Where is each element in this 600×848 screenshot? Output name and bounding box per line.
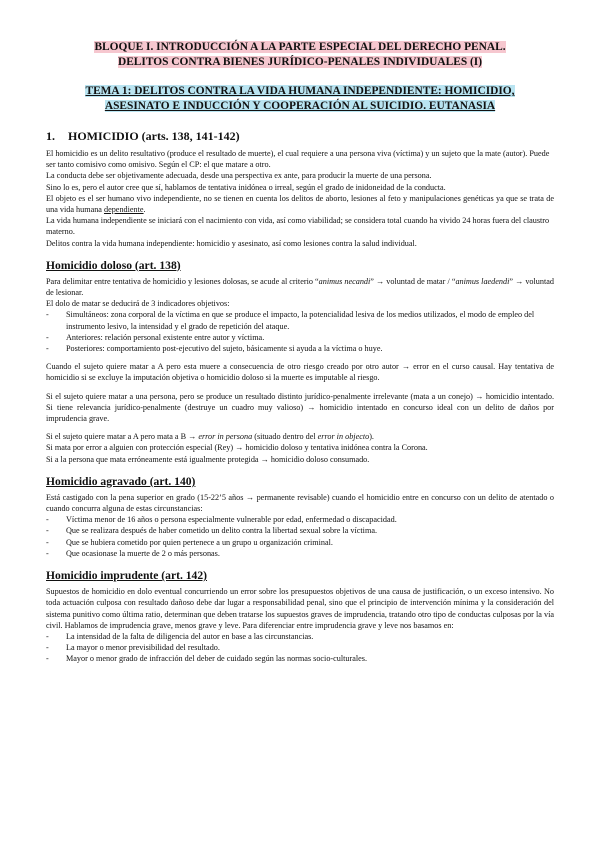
indicator-list (46, 309, 554, 354)
paragraph: Si a la persona que mata erróneamente está igualmente protegida → homicidio doloso consumado. (46, 454, 370, 464)
paragraph: La vida humana independiente se iniciará con el nacimiento con vida, así como viabilidad; se considera total cuando ha vivido 24 horas fuera del claustro materno. (46, 216, 550, 237)
list-item: - La mayor o menor previsibilidad del resultado. (66, 642, 554, 653)
section-heading-homicidio (46, 129, 554, 144)
list-item: - Que ocasionase la muerte de 2 o más personas. (66, 548, 554, 559)
tema-heading-line-1: TEMA 1: DELITOS CONTRA LA VIDA HUMANA INDEPENDIENTE: HOMICIDIO, (85, 85, 515, 97)
paragraph-text: El objeto es el ser humano vivo independiente, no se tienen en cuenta los delitos de aborto, lesiones al feto y manipulaciones genéticas ya que se trata de una vida humana (46, 193, 554, 215)
list-item: - Anteriores: relación personal existente entre autor y víctima. (66, 332, 554, 343)
paragraph: El objeto es el ser humano vivo independiente, no se tienen en cuenta los delitos de aborto, lesiones al feto y manipulaciones genéticas ya que se trata de una vida humana dependiente. (46, 193, 554, 215)
bloque-heading-line-2: DELITOS CONTRA BIENES JURÍDICO-PENALES INDIVIDUALES (I) (117, 56, 483, 68)
paragraph: La conducta debe ser objetivamente adecuada, desde una perspectiva ex ante, para producir la muerte de una persona. (46, 171, 432, 181)
paragraph: El homicidio es un delito resultativo (produce el resultado de muerte), el cual requiere a una persona viva (víctima) y un sujeto que la mate (autor). Puede ser tanto comisivo como omisivo. Según el CP: el que matare a otro. (46, 149, 550, 170)
paragraph: Supuestos de homicidio en dolo eventual concurriendo un error sobre los presupuestos objetivos de una causa de justificación, o un exceso intensivo. No toda actuación culposa con resultado dañoso debe dar lugar a responsabilidad penal, sino que el principio de intervención mínima y la consideración del sistema punitivo como última ratio, determinan que deben tratarse los supuestos graves de imprudencia, tratando otro tipo de conductas culposas por la vía civil. Hablamos de imprudencia grave, menos grave y leve. Para diferenciar entre imprudencia grave y leve nos basamos en: (46, 587, 554, 630)
criteria-list (46, 631, 554, 665)
bloque-heading (46, 40, 554, 70)
underlined-word: dependiente (103, 205, 144, 215)
latin-term: error in persona (198, 432, 253, 442)
list-item: - Víctima menor de 16 años o persona especialmente vulnerable por edad, enfermedad o discapacidad. (66, 514, 554, 525)
latin-term: error in objecto (317, 432, 370, 442)
circumstance-list (46, 514, 554, 559)
list-item: - Mayor o menor grado de infracción del deber de cuidado según las normas socio-culturales. (66, 653, 554, 664)
paragraph: Delitos contra la vida humana independiente: homicidio y asesinato, así como lesiones contra la salud individual. (46, 238, 417, 248)
latin-term: animus necandi (318, 276, 371, 286)
paragraph (46, 276, 554, 298)
text-segment: ” → voluntad de matar / “ (370, 276, 456, 286)
section-number: 1. (46, 129, 55, 143)
latin-term: animus laedendi (455, 276, 510, 286)
paragraph (46, 431, 554, 442)
list-item: - Simultáneos: zona corporal de la víctima en que se produce el impacto, la potencialidad lesiva de los medios utilizados, el modo de empleo del instrumento lesivo, la intensidad y el grado de repetición del ataque. (66, 309, 554, 331)
text-segment: ” → voluntad de lesionar. (46, 276, 554, 298)
subheading-agravado: Homicidio agravado (art. 140) (46, 474, 196, 488)
paragraph: Si mata por error a alguien con protección especial (Rey) → homicidio doloso y tentativa inidónea contra la Corona. (46, 443, 428, 453)
subheading-doloso: Homicidio doloso (art. 138) (46, 258, 181, 272)
list-item: - Posteriores: comportamiento post-ejecutivo del sujeto, básicamente si ayuda a la víctima o huye. (66, 343, 554, 354)
tema-heading (46, 84, 554, 114)
list-item: - Que se hubiera cometido por quien pertenece a un grupo u organización criminal. (66, 537, 554, 548)
paragraph: Está castigado con la pena superior en grado (15-22’5 años → permanente revisable) cuando el homicidio entre en concurso con un delito de atentado o cuando concurra alguna de estas circunstancias: (46, 492, 554, 514)
section-title: HOMICIDIO (arts. 138, 141-142) (68, 129, 240, 143)
list-item: - Que se realizara después de haber cometido un delito contra la libertad sexual sobre la víctima. (66, 525, 554, 536)
text-segment: (situado dentro del (252, 432, 318, 442)
paragraph: Si el sujeto quiere matar a una persona, pero se produce un resultado distinto jurídico-penalmente irrelevante (mata a un conejo) → homicidio intentado. Si tiene relevancia jurídico-penalmente (destruye un cuadro muy valioso) → homicidio intentado en concurso ideal con un delito de daños por imprudencia grave. (46, 391, 554, 424)
bloque-heading-line-1: BLOQUE I. INTRODUCCIÓN A LA PARTE ESPECIAL DEL DERECHO PENAL. (94, 41, 506, 53)
paragraph: El dolo de matar se deducirá de 3 indicadores objetivos: (46, 299, 230, 309)
paragraph: Cuando el sujeto quiere matar a A pero esta muere a consecuencia de otro riesgo creado por otro autor → error en el curso causal. Hay tentativa de homicidio si se excluye la imputación objetiva o homicidio doloso si la muerte es imputable al riesgo. (46, 362, 554, 383)
text-segment: Para delimitar entre tentativa de homicidio y lesiones dolosas, se acude al criterio “ (46, 276, 319, 286)
subheading-imprudente: Homicidio imprudente (art. 142) (46, 569, 208, 583)
list-item: - La intensidad de la falta de diligencia del autor en base a las circunstancias. (66, 631, 554, 642)
text-segment: Si el sujeto quiere matar a A pero mata a B → (46, 432, 199, 442)
text-segment: ). (369, 432, 374, 442)
tema-heading-line-2: ASESINATO E INDUCCIÓN Y COOPERACIÓN AL SUICIDIO. EUTANASIA (104, 100, 496, 112)
paragraph: Sino lo es, pero el autor cree que sí, hablamos de tentativa inidónea o irreal, según el grado de inidoneidad de la conducta. (46, 182, 446, 192)
